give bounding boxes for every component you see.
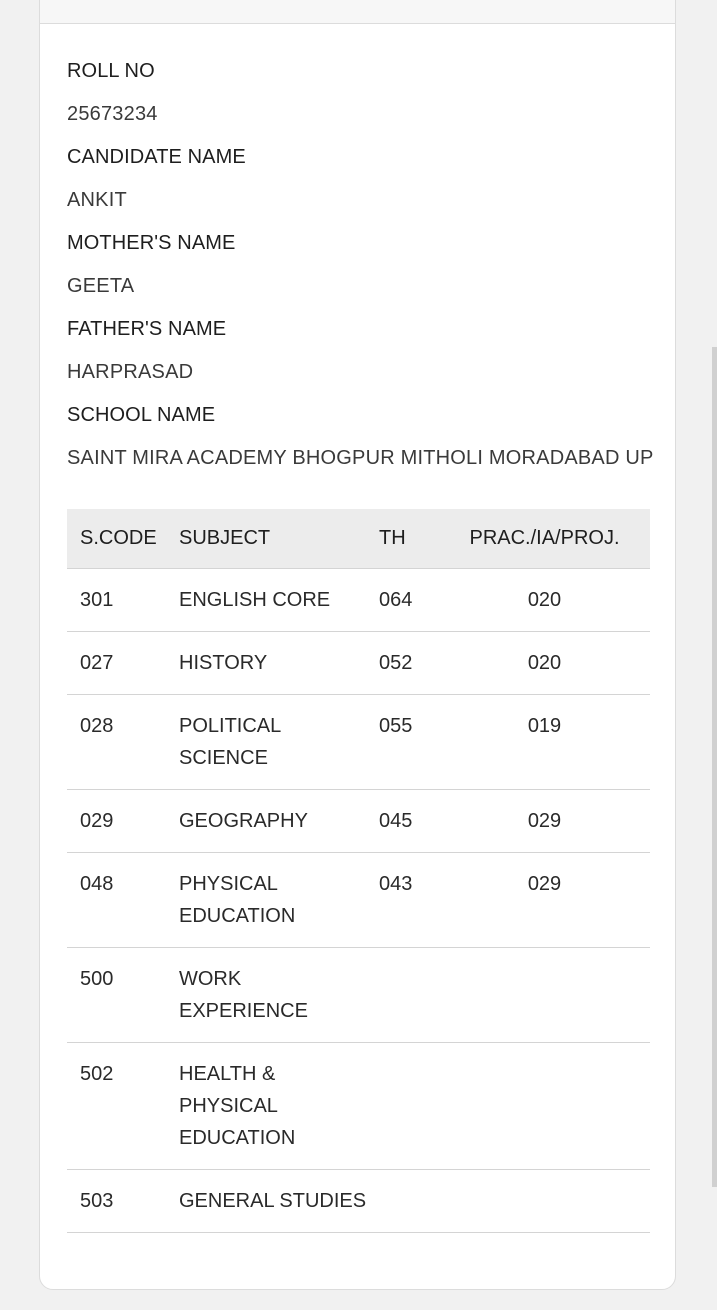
- page-scrollbar[interactable]: [712, 347, 717, 1187]
- marks-table-header-row: [67, 509, 650, 569]
- school-name-value: SAINT MIRA ACADEMY BHOGPUR MITHOLI MORADABAD UP: [67, 447, 654, 469]
- row-subject: HEALTH & PHYSICAL EDUCATION: [179, 1063, 296, 1149]
- candidate-name-label: CANDIDATE NAME: [67, 146, 246, 168]
- row-th: [379, 1170, 439, 1233]
- row-prac: 020: [439, 632, 650, 695]
- row-prac: 020: [439, 569, 650, 632]
- table-row: [67, 948, 650, 1043]
- row-prac: [439, 1170, 650, 1233]
- candidate-details: [67, 56, 667, 486]
- table-row: [67, 569, 650, 632]
- candidate-name-value: ANKIT: [67, 189, 127, 211]
- row-subject: ENGLISH CORE: [179, 589, 331, 611]
- table-row: [67, 790, 650, 853]
- row-subject: GENERAL STUDIES: [179, 1190, 367, 1212]
- table-row: [67, 695, 650, 790]
- row-th: 055: [379, 695, 439, 790]
- father-name-label: FATHER'S NAME: [67, 318, 227, 340]
- row-subject: PHYSICAL EDUCATION: [179, 873, 296, 927]
- card-header-strip: [40, 0, 675, 24]
- row-prac: [439, 948, 650, 1043]
- table-row: [67, 1170, 650, 1233]
- marks-table: [67, 509, 650, 1233]
- row-subject: GEOGRAPHY: [179, 810, 308, 832]
- row-subject: HISTORY: [179, 652, 268, 674]
- row-prac: 029: [439, 853, 650, 948]
- table-row: [67, 1043, 650, 1170]
- row-code: 503: [67, 1170, 179, 1233]
- row-code: 027: [67, 632, 179, 695]
- row-code: 048: [67, 853, 179, 948]
- row-th: [379, 948, 439, 1043]
- row-code: 500: [67, 948, 179, 1043]
- father-name-value: HARPRASAD: [67, 361, 194, 383]
- row-th: 052: [379, 632, 439, 695]
- row-prac: 029: [439, 790, 650, 853]
- header-prac: PRAC./IA/PROJ.: [439, 509, 650, 569]
- roll-no-value: 25673234: [67, 103, 158, 125]
- row-prac: 019: [439, 695, 650, 790]
- header-subject: SUBJECT: [179, 509, 379, 569]
- header-scode: S.CODE: [67, 509, 179, 569]
- roll-no-label: ROLL NO: [67, 60, 155, 82]
- row-th: 043: [379, 853, 439, 948]
- row-subject: POLITICAL SCIENCE: [179, 715, 281, 769]
- header-th: TH: [379, 509, 439, 569]
- school-name-label: SCHOOL NAME: [67, 404, 216, 426]
- table-row: [67, 632, 650, 695]
- row-th: 064: [379, 569, 439, 632]
- row-code: 502: [67, 1043, 179, 1170]
- row-code: 029: [67, 790, 179, 853]
- mother-name-value: GEETA: [67, 275, 135, 297]
- row-code: 028: [67, 695, 179, 790]
- row-prac: [439, 1043, 650, 1170]
- row-th: [379, 1043, 439, 1170]
- row-subject: WORK EXPERIENCE: [179, 968, 308, 1022]
- table-row: [67, 853, 650, 948]
- row-th: 045: [379, 790, 439, 853]
- mother-name-label: MOTHER'S NAME: [67, 232, 236, 254]
- row-code: 301: [67, 569, 179, 632]
